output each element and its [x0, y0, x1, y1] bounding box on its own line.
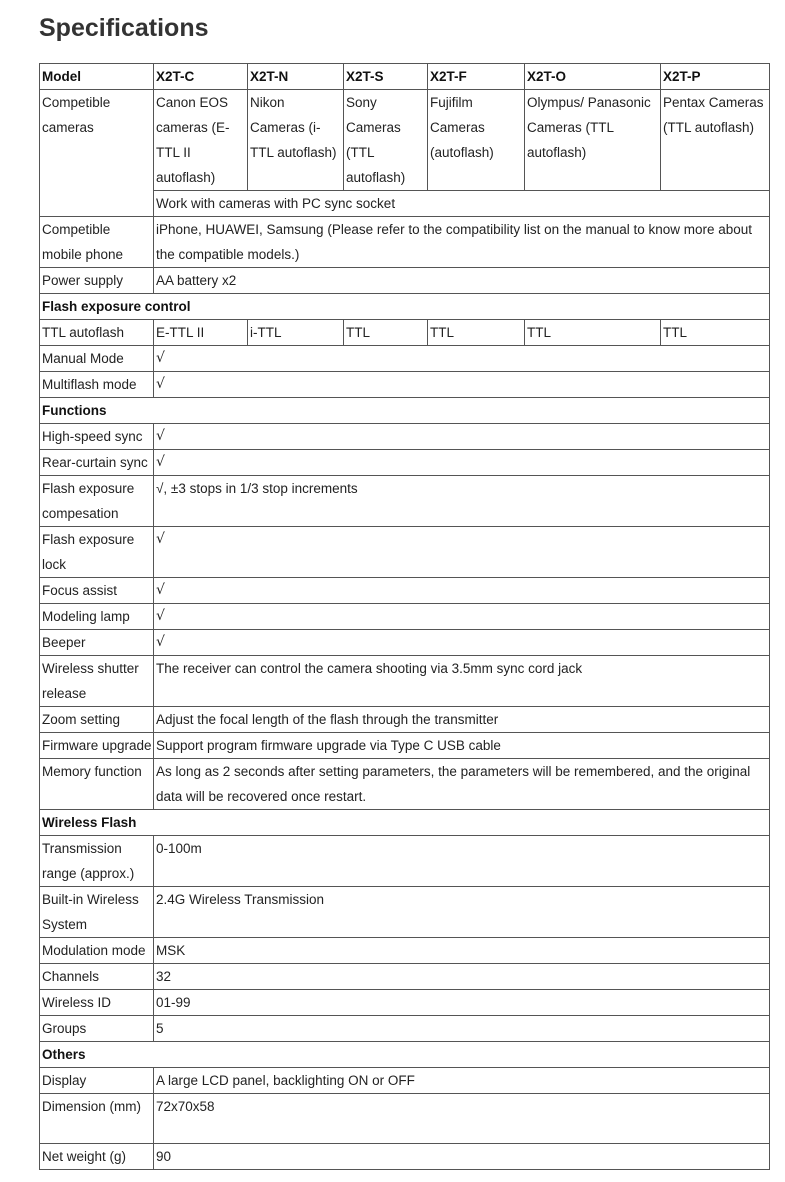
function-row	[40, 630, 770, 656]
power-row	[40, 268, 770, 294]
others-value: 90	[154, 1144, 770, 1170]
model-name: X2T-N	[248, 64, 344, 90]
function-value: Support program firmware upgrade via Type C USB cable	[154, 733, 770, 759]
function-row	[40, 604, 770, 630]
power-value: AA battery x2	[154, 268, 770, 294]
mobile-label: Competible mobile phone	[40, 217, 154, 268]
function-label: Beeper	[40, 630, 154, 656]
ttl-value: E-TTL II	[154, 320, 248, 346]
wireless-row	[40, 887, 770, 938]
function-value: √	[154, 604, 770, 630]
section-row	[40, 398, 770, 424]
compatible-camera-value: Pentax Cameras (TTL autoflash)	[661, 90, 770, 191]
others-row	[40, 1094, 770, 1144]
function-value: √	[154, 450, 770, 476]
wireless-label: Wireless ID	[40, 990, 154, 1016]
ttl-row	[40, 320, 770, 346]
function-row	[40, 733, 770, 759]
wireless-value: 01-99	[154, 990, 770, 1016]
function-row	[40, 578, 770, 604]
mobile-value: iPhone, HUAWEI, Samsung (Please refer to the compatibility list on the manual to know more about the compatible models.)	[154, 217, 770, 268]
manual-mode-label: Manual Mode	[40, 346, 154, 372]
model-name: X2T-F	[428, 64, 525, 90]
wireless-label: Built-in Wireless System	[40, 887, 154, 938]
function-label: Flash exposure lock	[40, 527, 154, 578]
function-row	[40, 476, 770, 527]
function-value: The receiver can control the camera shooting via 3.5mm sync cord jack	[154, 656, 770, 707]
section-row	[40, 1042, 770, 1068]
function-value: As long as 2 seconds after setting parameters, the parameters will be remembered, and the original data will be recovered once restart.	[154, 759, 770, 810]
function-label: Focus assist	[40, 578, 154, 604]
wireless-label: Modulation mode	[40, 938, 154, 964]
wireless-row	[40, 938, 770, 964]
manual-mode-row	[40, 346, 770, 372]
model-name: X2T-S	[344, 64, 428, 90]
pc-sync-note: Work with cameras with PC sync socket	[154, 191, 770, 217]
function-label: High-speed sync	[40, 424, 154, 450]
function-label: Memory function	[40, 759, 154, 810]
others-row	[40, 1068, 770, 1094]
compatible-camera-value: Fujifilm Cameras (autoflash)	[428, 90, 525, 191]
section-row	[40, 294, 770, 320]
function-row	[40, 707, 770, 733]
mobile-row	[40, 217, 770, 268]
function-row	[40, 424, 770, 450]
multiflash-label: Multiflash mode	[40, 372, 154, 398]
section-others: Others	[40, 1042, 770, 1068]
model-name: X2T-C	[154, 64, 248, 90]
others-value: A large LCD panel, backlighting ON or OFF	[154, 1068, 770, 1094]
ttl-value: TTL	[344, 320, 428, 346]
model-name: X2T-O	[525, 64, 661, 90]
compatible-camera-value: Olympus/ Panasonic Cameras (TTL autoflash)	[525, 90, 661, 191]
model-label: Model	[40, 64, 154, 90]
ttl-value: TTL	[525, 320, 661, 346]
function-row	[40, 450, 770, 476]
compatible-camera-value: Canon EOS cameras (E-TTL II autoflash)	[154, 90, 248, 191]
ttl-value: i-TTL	[248, 320, 344, 346]
compatible-cameras-row	[40, 90, 770, 191]
wireless-value: 32	[154, 964, 770, 990]
others-value: 72x70x58	[154, 1094, 770, 1144]
function-label: Zoom setting	[40, 707, 154, 733]
function-value: √	[154, 630, 770, 656]
section-wireless: Wireless Flash	[40, 810, 770, 836]
function-value: √	[154, 578, 770, 604]
others-label: Dimension (mm)	[40, 1094, 154, 1144]
compatible-cameras-label: Competible cameras	[40, 90, 154, 217]
wireless-value: 5	[154, 1016, 770, 1042]
specifications-table	[39, 63, 770, 1170]
function-label: Rear-curtain sync	[40, 450, 154, 476]
others-label: Display	[40, 1068, 154, 1094]
section-row	[40, 810, 770, 836]
function-label: Modeling lamp	[40, 604, 154, 630]
wireless-label: Transmission range (approx.)	[40, 836, 154, 887]
function-value: √	[154, 424, 770, 450]
section-functions: Functions	[40, 398, 770, 424]
ttl-value: TTL	[428, 320, 525, 346]
page-title: Specifications	[39, 14, 209, 42]
compatible-camera-value: Sony Cameras (TTL autoflash)	[344, 90, 428, 191]
wireless-row	[40, 990, 770, 1016]
ttl-label: TTL autoflash	[40, 320, 154, 346]
wireless-row	[40, 964, 770, 990]
others-row	[40, 1144, 770, 1170]
wireless-row	[40, 836, 770, 887]
function-row	[40, 759, 770, 810]
function-value: √	[154, 527, 770, 578]
others-label: Net weight (g)	[40, 1144, 154, 1170]
compatible-camera-value: Nikon Cameras (i-TTL autoflash)	[248, 90, 344, 191]
model-row	[40, 64, 770, 90]
wireless-label: Channels	[40, 964, 154, 990]
power-label: Power supply	[40, 268, 154, 294]
wireless-value: 2.4G Wireless Transmission	[154, 887, 770, 938]
check-mark: √	[154, 372, 770, 398]
wireless-value: 0-100m	[154, 836, 770, 887]
function-label: Firmware upgrade	[40, 733, 154, 759]
function-value: Adjust the focal length of the flash through the transmitter	[154, 707, 770, 733]
model-name: X2T-P	[661, 64, 770, 90]
function-row	[40, 656, 770, 707]
wireless-label: Groups	[40, 1016, 154, 1042]
section-flash-exposure: Flash exposure control	[40, 294, 770, 320]
function-value: √, ±3 stops in 1/3 stop increments	[154, 476, 770, 527]
function-row	[40, 527, 770, 578]
check-mark: √	[154, 346, 770, 372]
ttl-value: TTL	[661, 320, 770, 346]
function-label: Wireless shutter release	[40, 656, 154, 707]
wireless-value: MSK	[154, 938, 770, 964]
wireless-row	[40, 1016, 770, 1042]
multiflash-row	[40, 372, 770, 398]
function-label: Flash exposure compesation	[40, 476, 154, 527]
